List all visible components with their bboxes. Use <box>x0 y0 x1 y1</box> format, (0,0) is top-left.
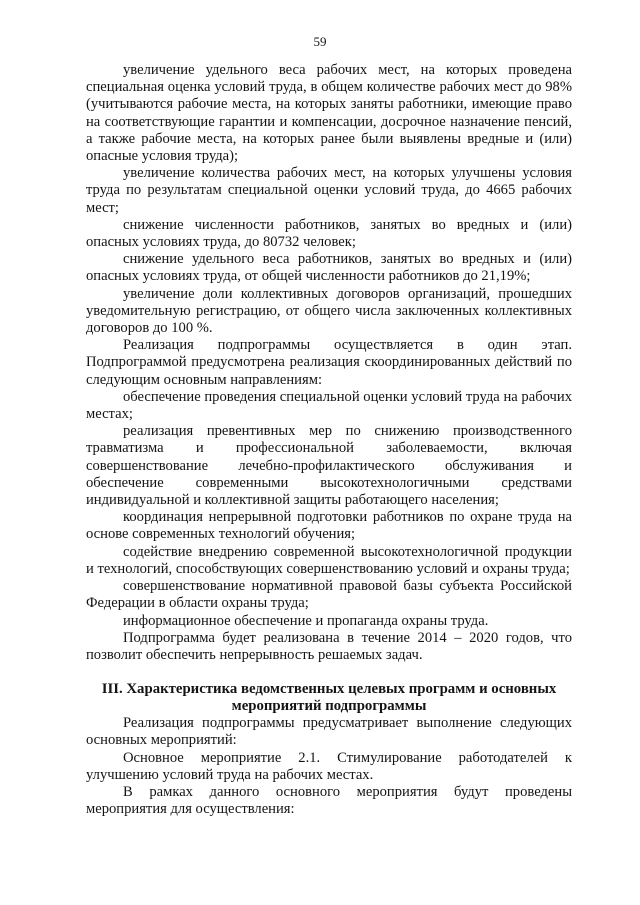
section-heading-line: мероприятий подпрограммы <box>231 698 427 715</box>
paragraph: обеспечение проведения специальной оценки условий труда на рабочих местах; <box>86 388 572 423</box>
section-heading <box>86 681 572 715</box>
paragraph: увеличение количества рабочих мест, на которых улучшены условия труда по результатам специальной оценки условий труда, до 4665 рабочих мест; <box>86 165 572 216</box>
page-number: 59 <box>313 34 327 49</box>
paragraph: координация непрерывной подготовки работников по охране труда на основе современных технологий обучения; <box>86 509 572 543</box>
paragraph: Подпрограмма будет реализована в течение 2014 – 2020 годов, что позволит обеспечить непрерывность решаемых задач. <box>86 629 572 663</box>
section-heading-line: III. Характеристика ведомственных целевых программ и основных <box>101 681 557 698</box>
paragraph: реализация превентивных мер по снижению производственного травматизма и профессиональной заболеваемости, включая совершенствование лечебно-профилактического обслуживания и обеспечение современными высокотехнологичными средствами индивидуальной и коллективной защиты работающего населения; <box>86 423 572 509</box>
paragraph: снижение удельного веса работников, занятых во вредных и (или) опасных условиях труда, от общей численности работников до 21,19%; <box>86 251 572 285</box>
paragraph: Основное мероприятие 2.1. Стимулирование работодателей к улучшению условий труда на рабочих местах. <box>86 749 572 783</box>
paragraph: В рамках данного основного мероприятия будут проведены мероприятия для осуществления: <box>86 783 572 818</box>
paragraph: увеличение удельного веса рабочих мест, на которых проведена специальная оценка условий труда, в общем количестве рабочих мест до 98% (учитываются рабочие места, на которых заняты работники, имеющие право на соответствующие гарантии и компенсации, досрочное назначение пенсий, а также рабочие места, на которых ранее были выявлены вредные и (или) опасные условия труда); <box>86 62 572 165</box>
paragraph: снижение численности работников, занятых во вредных и (или) опасных условиях труда, до 80732 человек; <box>86 216 572 251</box>
paragraph: содействие внедрению современной высокотехнологичной продукции и технологий, способствующих совершенствованию условий и охраны труда; <box>86 543 572 577</box>
paragraph: Реализация подпрограммы предусматривает выполнение следующих основных мероприятий: <box>86 715 572 749</box>
paragraph: совершенствование нормативной правовой базы субъекта Российской Федерации в области охраны труда; <box>86 578 572 612</box>
document-body <box>86 62 572 818</box>
paragraph: Реализация подпрограммы осуществляется в один этап. Подпрограммой предусмотрена реализация скоординированных действий по следующим основным направлениям: <box>86 337 572 388</box>
paragraph: увеличение доли коллективных договоров организаций, прошедших уведомительную регистрацию, от общего числа заключенных коллективных договоров до 100 %. <box>86 285 572 337</box>
paragraph: информационное обеспечение и пропаганда охраны труда. <box>123 612 489 629</box>
